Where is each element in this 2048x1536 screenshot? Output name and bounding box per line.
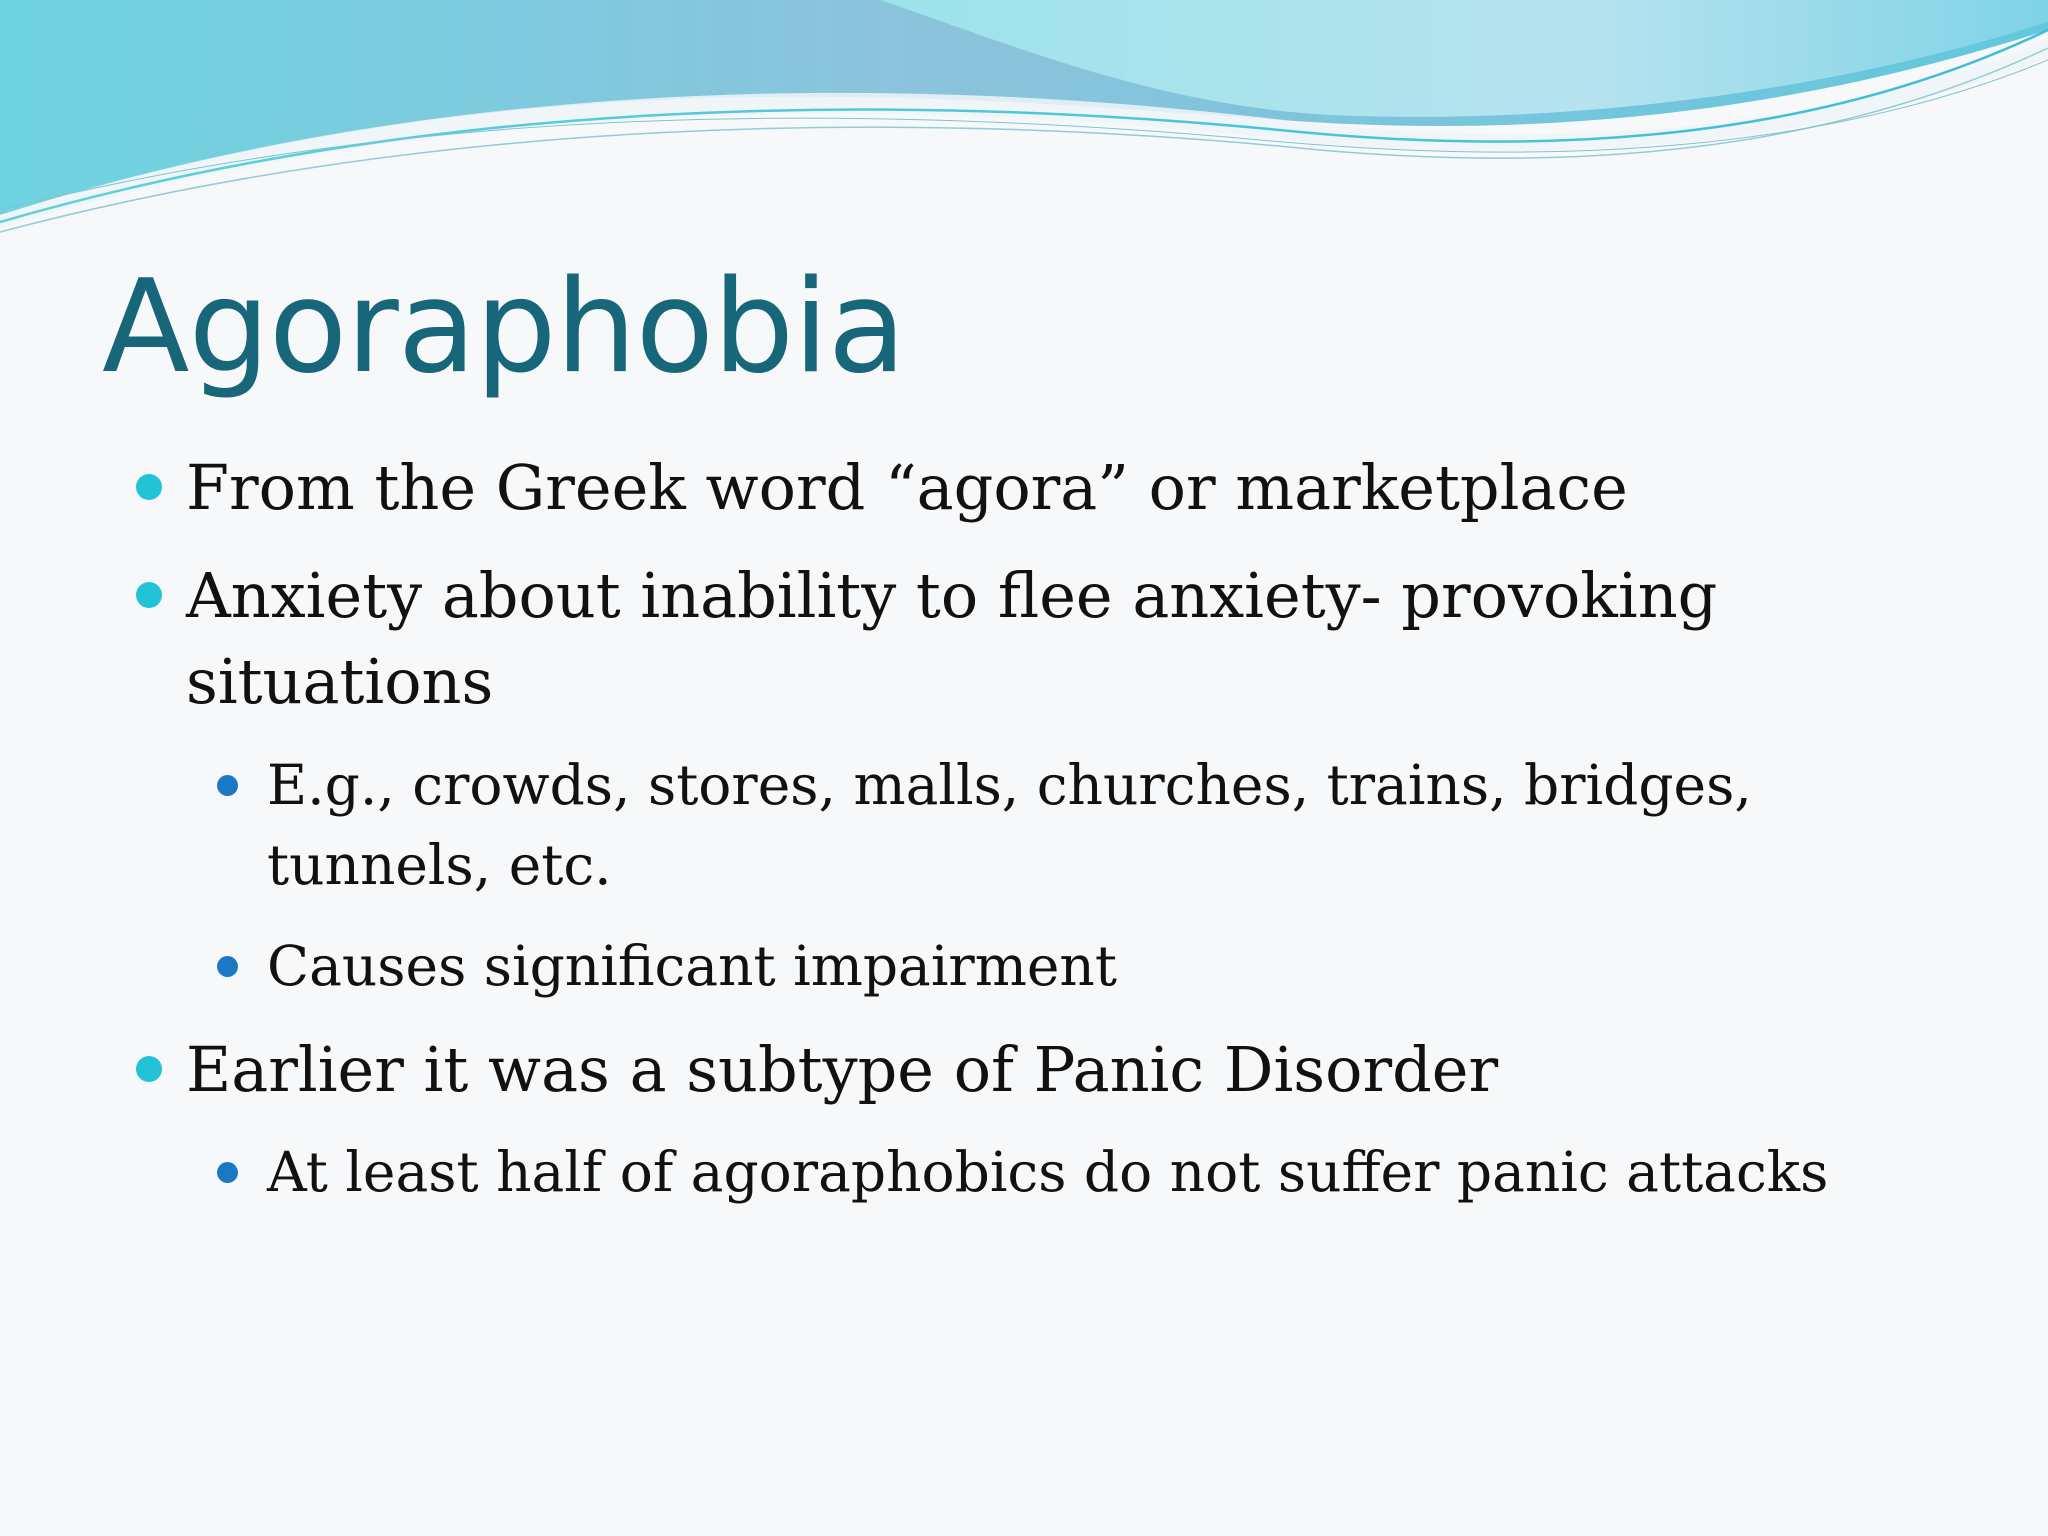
bullet-icon [136, 1056, 162, 1082]
sub-bullet-icon [217, 1162, 238, 1183]
bullet-icon [136, 582, 162, 608]
bullet-text: From the Greek word “agora” or marketplace [186, 451, 1628, 524]
sub-bullet-text: E.g., crowds, stores, malls, churches, trains, bridges, tunnels, etc. [267, 753, 1752, 897]
sub-bullet-icon [217, 956, 238, 977]
bullet-item-2 [186, 553, 1906, 725]
sub-bullet-item-2 [267, 926, 1867, 1006]
bullet-text: Anxiety about inability to flee anxiety- provoking situations [186, 559, 1718, 718]
sub-bullet-text: At least half of agoraphobics do not suffer panic attacks [267, 1140, 1829, 1204]
bullet-text: Earlier it was a subtype of Panic Disorder [186, 1033, 1499, 1106]
bullet-icon [136, 474, 162, 500]
bullet-item-1 [186, 445, 1906, 531]
sub-bullet-item-3 [267, 1132, 2007, 1212]
bullet-item-3 [186, 1027, 1906, 1113]
slide-title: Agoraphobia [102, 253, 906, 402]
sub-bullet-item-1 [267, 745, 1867, 905]
sub-bullet-icon [217, 775, 238, 796]
sub-bullet-text: Causes significant impairment [267, 934, 1117, 998]
